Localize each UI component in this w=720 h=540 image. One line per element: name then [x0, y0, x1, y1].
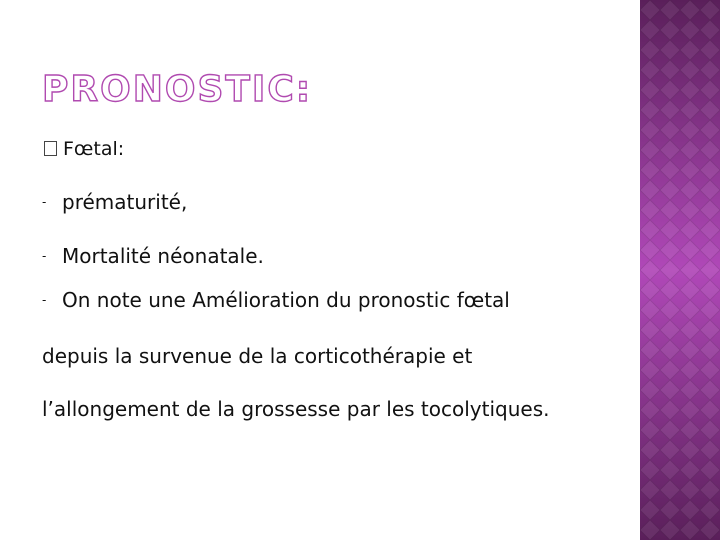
list-item — [42, 244, 264, 268]
dash-marker: - — [42, 195, 47, 209]
paragraph-line: l’allongement de la grossesse par les tocolytiques. — [42, 397, 550, 421]
slide-title: PRONOSTIC: — [42, 69, 313, 110]
paragraph-line: depuis la survenue de la corticothérapie et — [42, 344, 473, 368]
heading-bullet — [44, 138, 124, 160]
list-item-text: On note une Amélioration du pronostic fœtal — [62, 288, 510, 312]
heading-bullet-text: Fœtal: — [63, 138, 125, 160]
list-item-text: prématurité, — [62, 190, 188, 214]
diamond-pattern-graphic — [640, 0, 720, 540]
dash-marker: - — [42, 249, 47, 263]
list-item-text: Mortalité néonatale. — [62, 244, 264, 268]
dash-marker: - — [42, 293, 47, 307]
square-bullet-icon — [44, 141, 57, 156]
decorative-side-band — [640, 0, 720, 540]
list-item — [42, 190, 187, 214]
list-item — [42, 288, 510, 312]
